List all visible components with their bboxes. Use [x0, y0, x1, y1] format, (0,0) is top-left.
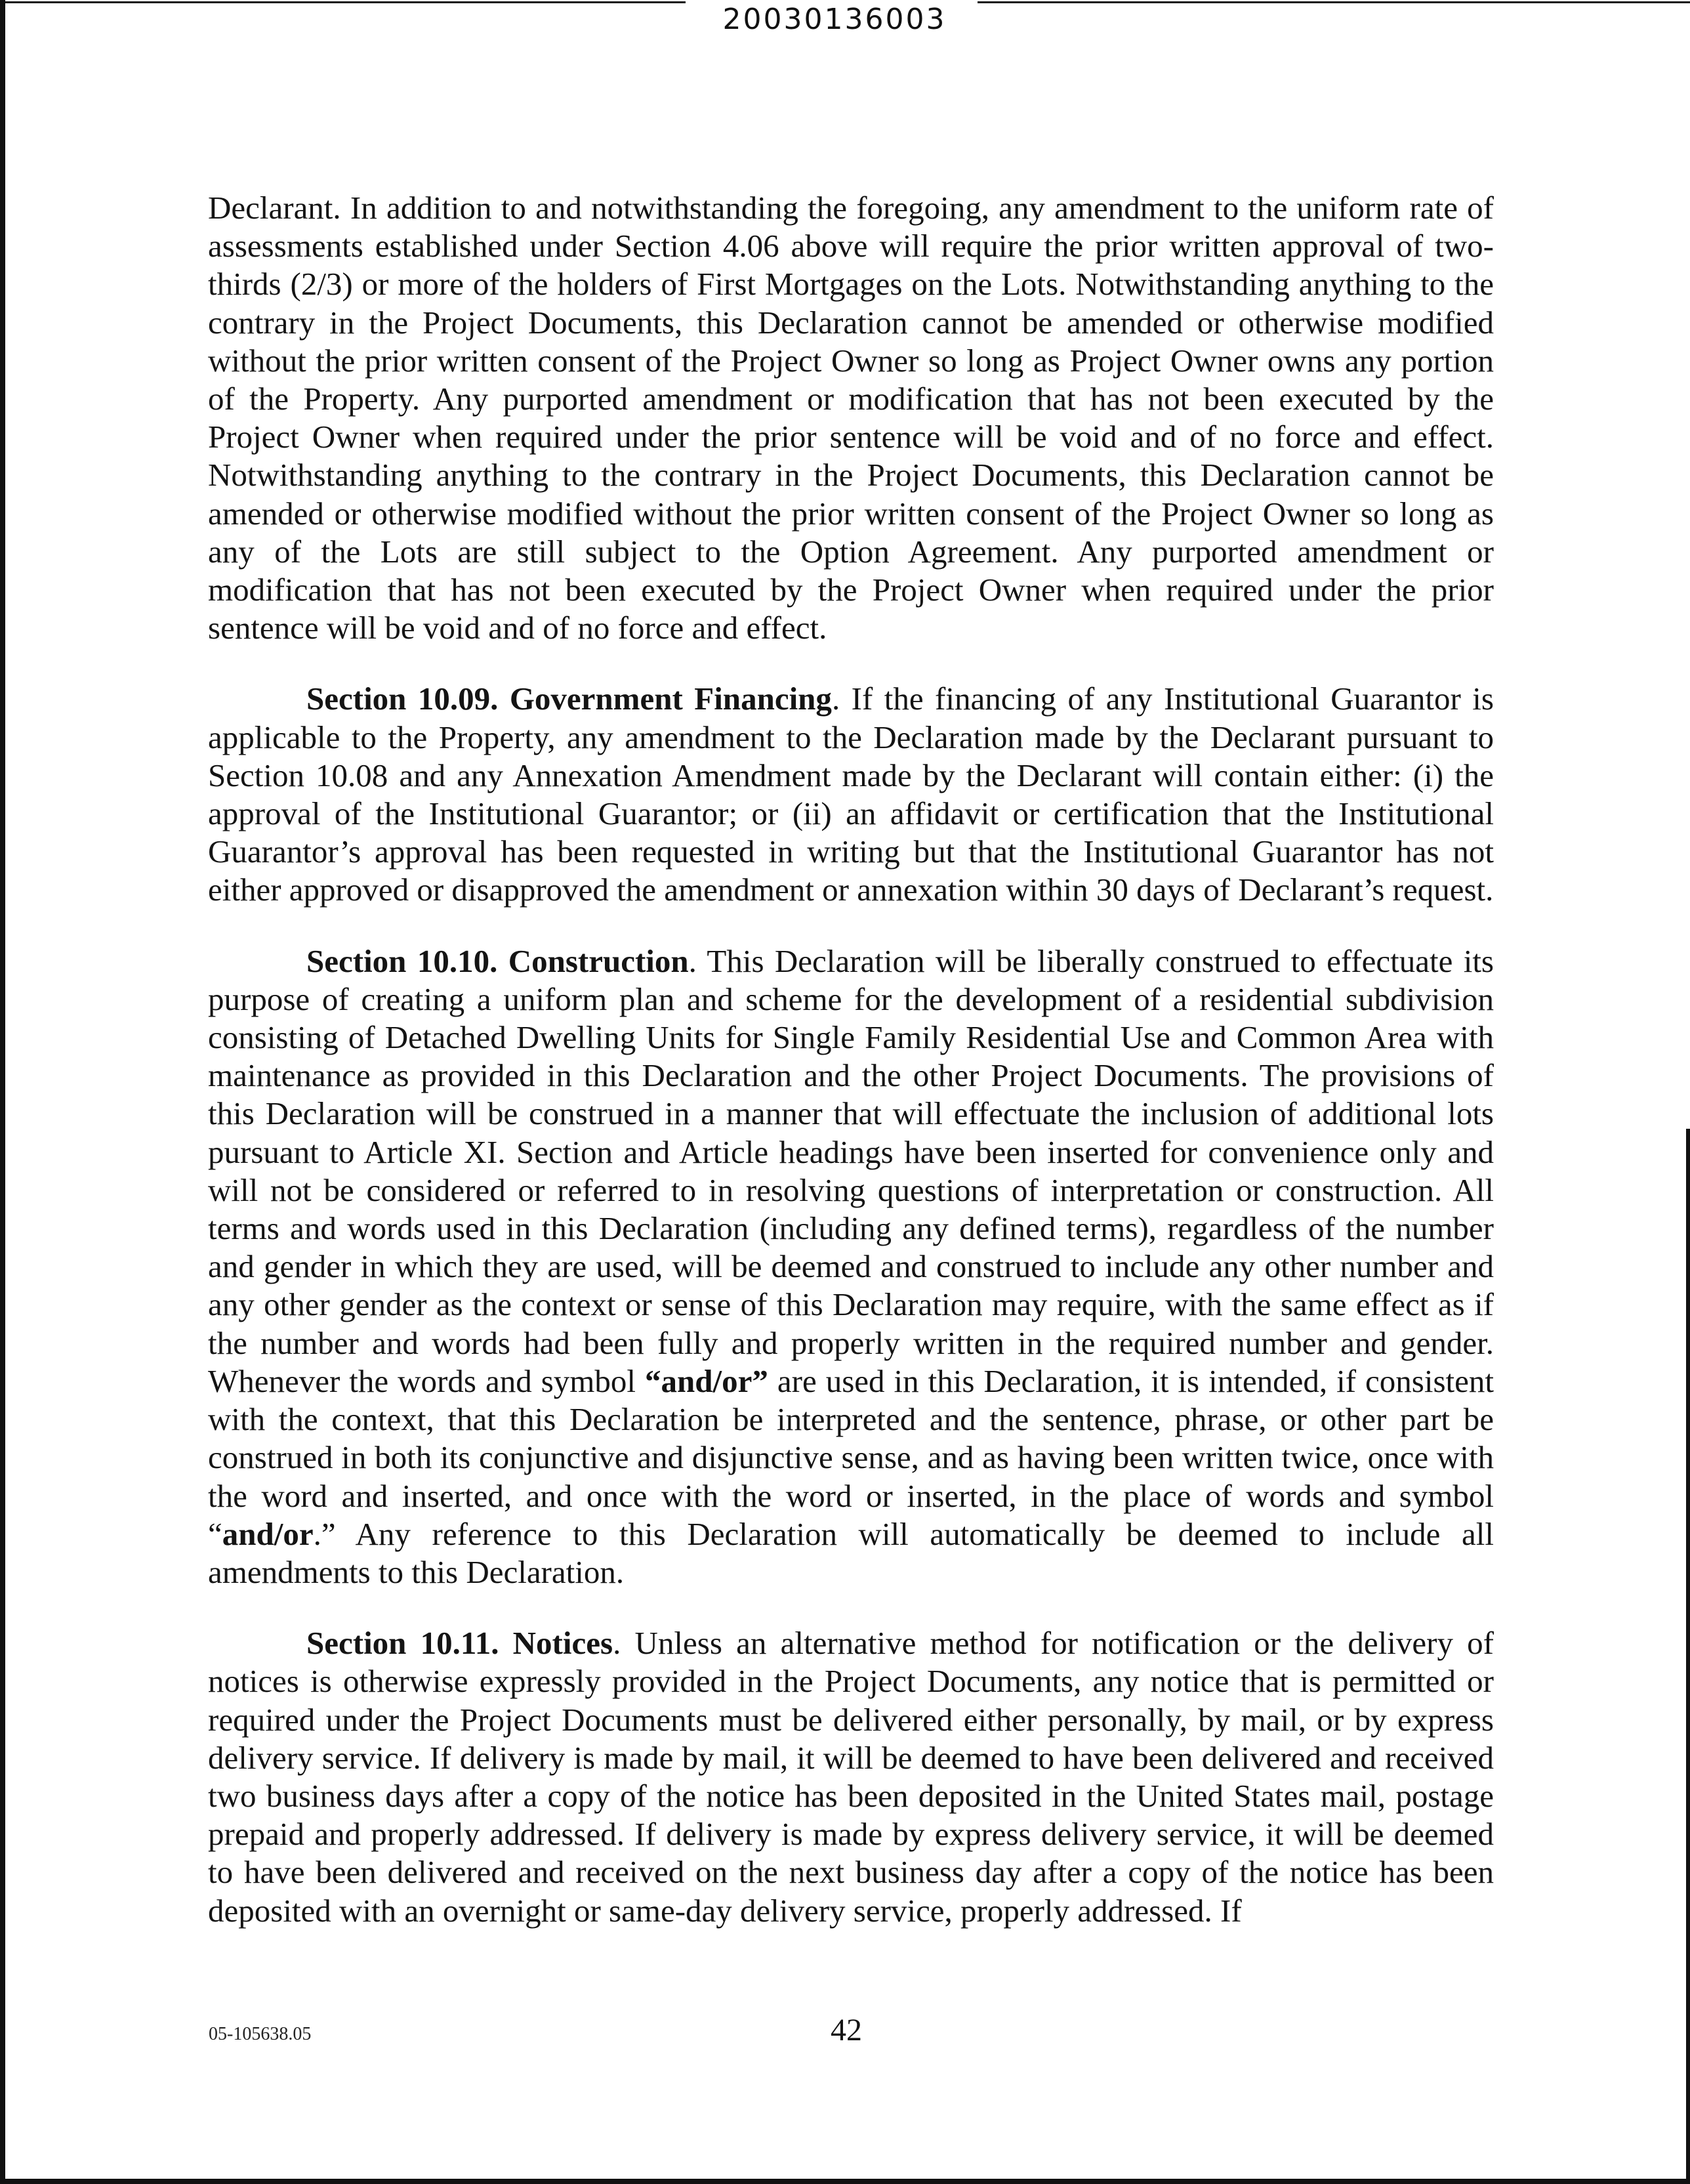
footer-document-id: 05-105638.05: [209, 2024, 312, 2044]
section-10-10-text-b: are used in this Declaration, it is intended, if consistent with the context, that this Declaration be interpreted and the sentence, phrase, or other part be construed in both its conjunctive and disjunctive sense, and as having been written twice, once with the word and inserted, and once with the word or inserted, in the place of words and symbol “: [208, 1362, 1494, 1552]
page-number: 42: [831, 2013, 862, 2048]
section-10-10: [208, 942, 1494, 1591]
section-10-10-text-a: . This Declaration will be liberally construed to effectuate its purpose of creating a uniform plan and scheme for the development of a residential subdivision consisting of Detached Dwelling Units for Single Family Residential Use and Common Area with maintenance as provided in this Declaration and the other Project Documents. The provisions of this Declaration will be construed in a manner that will effectuate the inclusion of additional lots pursuant to Article XI. Section and Article headings have been inserted for convenience only and will not be considered or referred to in resolving questions of interpretation or construction. All terms and words used in this Declaration (including any defined terms), regardless of the number and gender in which they are used, will be deemed and construed to include any other number and any other gender as the context or sense of this Declaration may require, with the same effect as if the number and words had been fully and properly written in the required number and gender. Whenever the words and symbol: [208, 942, 1494, 1399]
section-10-11: [208, 1624, 1494, 1930]
header-rule-right: [978, 1, 1690, 3]
document-number: 20030136003: [722, 3, 947, 36]
document-body: [208, 189, 1494, 1963]
header-rule-left: [0, 1, 686, 3]
section-10-09-text: . If the financing of any Institutional Guarantor is applicable to the Property, any amendment to the Declaration made by the Declarant pursuant to Section 10.08 and any Annexation Amendment made by the Declarant will contain either: (i) the approval of the Institutional Guarantor; or (ii) an affidavit or certification that the Institutional Guarantor’s approval has been requested in writing but that the Institutional Guarantor has not either approved or disapproved the amendment or annexation within 30 days of Declarant’s request.: [208, 681, 1494, 908]
scan-left-edge: [0, 0, 5, 2184]
paragraph-declarant-amendments: Declarant. In addition to and notwithstanding the foregoing, any amendment to the uniform rate of assessments established under Section 4.06 above will require the prior written approval of two-thirds (2/3) or more of the holders of First Mortgages on the Lots. Notwithstanding anything to the contrary in the Project Documents, this Declaration cannot be amended or otherwise modified without the prior written consent of the Project Owner so long as Project Owner owns any portion of the Property. Any purported amendment or modification that has not been executed by the Project Owner when required under the prior sentence will be void and of no force and effect. Notwithstanding anything to the contrary in the Project Documents, this Declaration cannot be amended or otherwise modified without the prior written consent of the Project Owner so long as any of the Lots are still subject to the Option Agreement. Any purported amendment or modification that has not been executed by the Project Owner when required under the prior sentence will be void and of no force and effect.: [208, 190, 1494, 646]
section-10-09: [208, 680, 1494, 909]
section-10-11-heading: Section 10.11. Notices: [306, 1625, 613, 1662]
section-10-10-heading: Section 10.10. Construction: [306, 942, 689, 979]
section-10-09-heading: Section 10.09. Government Financing: [306, 681, 832, 717]
section-10-11-text: . Unless an alternative method for notification or the delivery of notices is otherwise expressly provided in the Project Documents, any notice that is permitted or required under the Project Documents must be delivered either personally, by mail, or by express delivery service. If delivery is made by mail, it will be deemed to have been delivered and received two business days after a copy of the notice has been deposited in the United States mail, postage prepaid and properly addressed. If delivery is made by express delivery service, it will be deemed to have been delivered and received on the next business day after a copy of the notice has been deposited with an overnight or same-day delivery service, properly addressed. If: [208, 1625, 1494, 1929]
andor-term-1: “and/or”: [645, 1362, 768, 1399]
scan-bottom-edge: [0, 2179, 1690, 2184]
andor-term-2: and/or: [222, 1515, 314, 1552]
section-10-10-text-c: .” Any reference to this Declaration will automatically be deemed to include all amendments to this Declaration.: [208, 1515, 1494, 1590]
scan-right-edge: [1686, 1129, 1690, 2184]
